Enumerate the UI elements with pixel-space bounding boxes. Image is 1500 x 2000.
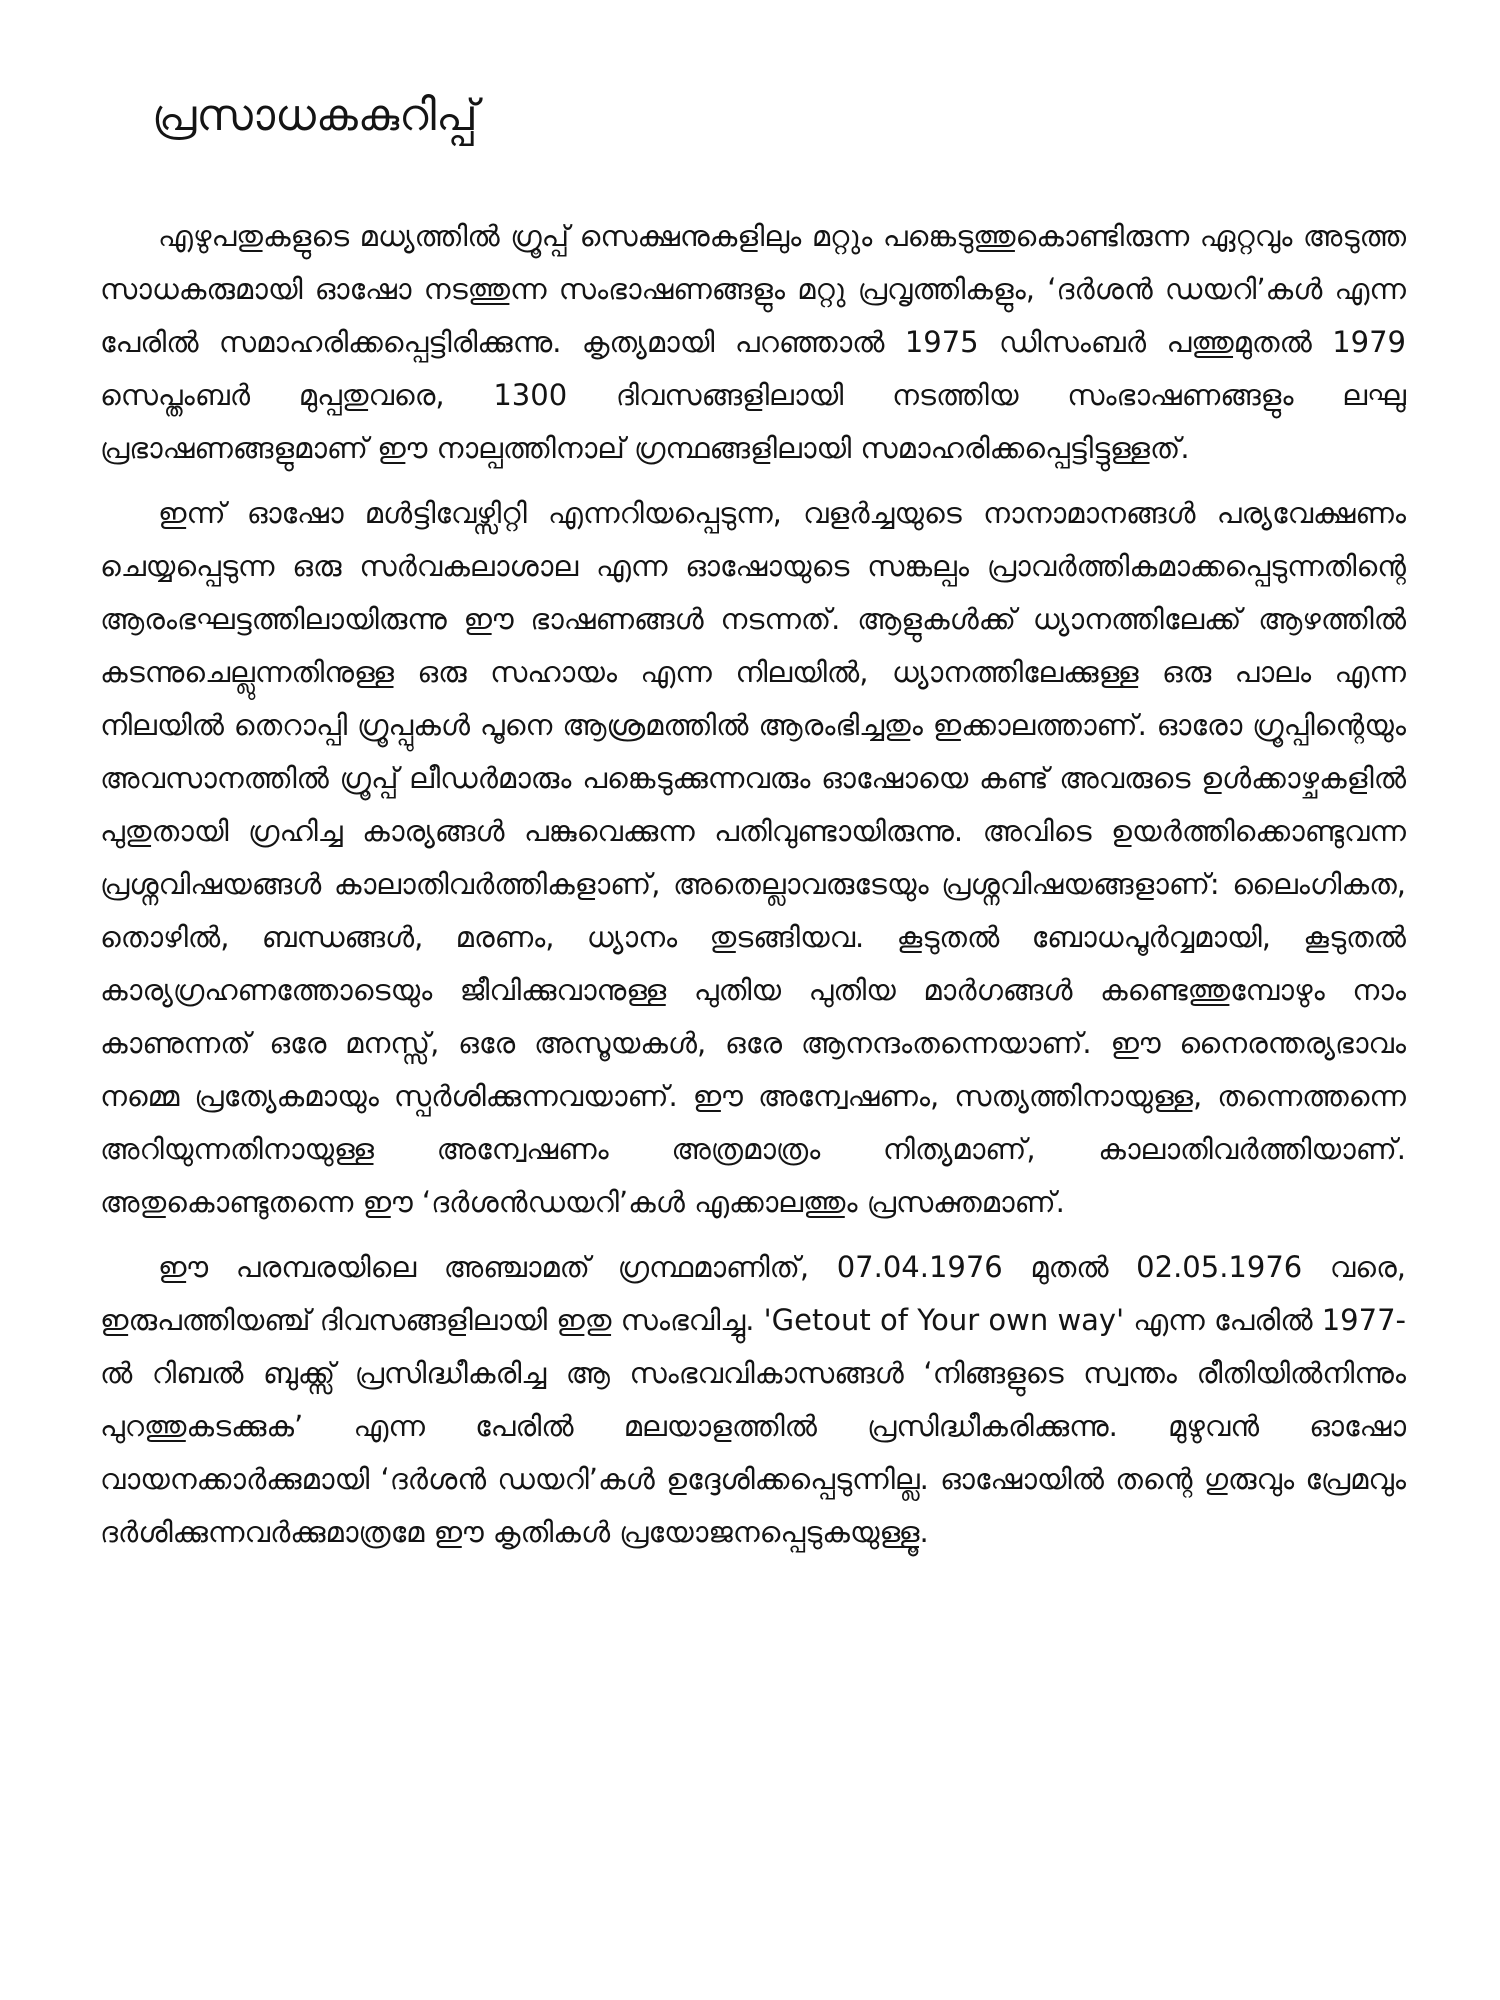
- paragraph-context: ഇന്ന് ഓഷോ മൾട്ടിവേഴ്സിറ്റി എന്നറിയപ്പെടുന്ന, വളർച്ചയുടെ നാനാമാനങ്ങൾ പര്യവേക്ഷണം ചെയ്യപ്പെടുന്ന ഒരു സർവകലാശാല എന്ന ഓഷോയുടെ സങ്കല്പം പ്രാവർത്തികമാക്കപ്പെടുന്നതിന്റെ ആരംഭഘട്ടത്തിലായിരുന്നു ഈ ഭാഷണങ്ങൾ നടന്നത്. ആളുകൾക്ക് ധ്യാനത്തിലേക്ക് ആഴത്തിൽ കടന്നുചെല്ലുന്നതിനുള്ള ഒരു സഹായം എന്ന നിലയിൽ, ധ്യാനത്തിലേക്കുള്ള ഒരു പാലം എന്ന നിലയിൽ തെറാപ്പി ഗ്രൂപ്പുകൾ പൂനെ ആശ്രമത്തിൽ ആരംഭിച്ചതും ഇക്കാലത്താണ്. ഓരോ ഗ്രൂപ്പിന്റെയും അവസാനത്തിൽ ഗ്രൂപ്പ് ലീഡർമാരും പങ്കെടുക്കുന്നവരും ഓഷോയെ കണ്ട് അവരുടെ ഉൾക്കാഴ്ചകളിൽ പുതുതായി ഗ്രഹിച്ച കാര്യങ്ങൾ പങ്കുവെക്കുന്ന പതിവുണ്ടായിരുന്നു. അവിടെ ഉയർത്തിക്കൊണ്ടുവന്ന പ്രശ്നവിഷയങ്ങൾ കാലാതിവർത്തികളാണ്, അതെല്ലാവരുടേയും പ്രശ്നവിഷയങ്ങളാണ്: ലൈംഗികത, തൊഴിൽ, ബന്ധങ്ങൾ, മരണം, ധ്യാനം തുടങ്ങിയവ. കൂടുതൽ ബോധപൂർവ്വമായി, കൂടുതൽ കാര്യഗ്രഹണത്തോടെയും ജീവിക്കുവാനുള്ള പുതിയ പുതിയ മാർഗങ്ങൾ കണ്ടെത്തുമ്പോഴും നാം കാണുന്നത് ഒരേ മനസ്സ്, ഒരേ അസൂയകൾ, ഒരേ ആനന്ദംതന്നെയാണ്. ഈ നൈരന്തര്യഭാവം നമ്മെ പ്രത്യേകമായും സ്പർശിക്കുന്നവയാണ്. ഈ അന്വേഷണം, സത്യത്തിനായുള്ള, തന്നെത്തന്നെ അറിയുന്നതിനായുള്ള അന്വേഷണം അത്രമാത്രം നിത്യമാണ്, കാലാതിവർത്തിയാണ്. അതുകൊണ്ടുതന്നെ ഈ ‘ദർശൻഡയറി’കൾ എക്കാലത്തും പ്രസക്തമാണ്.: [100, 496, 1406, 1219]
- paragraph-edition: ഈ പരമ്പരയിലെ അഞ്ചാമത് ഗ്രന്ഥമാണിത്, 07.04.1976 മുതൽ 02.05.1976 വരെ, ഇരുപത്തിയഞ്ച് ദിവസങ്ങളിലായി ഇതു സംഭവിച്ചു. 'Getout of Your own way' എന്ന പേരിൽ 1977-ൽ റിബൽ ബുക്ക്സ് പ്രസിദ്ധീകരിച്ച ആ സംഭവവികാസങ്ങൾ ‘നിങ്ങളുടെ സ്വന്തം രീതിയിൽനിന്നും പുറത്തുകടക്കുക’ എന്ന പേരിൽ മലയാളത്തിൽ പ്രസിദ്ധീകരിക്കുന്നു. മുഴുവൻ ഓഷോ വായനക്കാർക്കുമായി ‘ദർശൻ ഡയറി’കൾ ഉദ്ദേശിക്കപ്പെടുന്നില്ല. ഓഷോയിൽ തന്റെ ഗുരുവും പ്രേമവും ദർശിക്കുന്നവർക്കുമാത്രമേ ഈ കൃതികൾ പ്രയോജനപ്പെടുകയുള്ളൂ.: [100, 1250, 1406, 1549]
- paragraph-intro: എഴുപതുകളുടെ മധ്യത്തിൽ ഗ്രൂപ്പ് സെക്ഷനുകളിലും മറ്റും പങ്കെടുത്തുകൊണ്ടിരുന്ന ഏറ്റവും അടുത്ത സാധകരുമായി ഓഷോ നടത്തുന്ന സംഭാഷണങ്ങളും മറ്റു പ്രവൃത്തികളും, ‘ദർശൻ ഡയറി’കൾ എന്ന പേരിൽ സമാഹരിക്കപ്പെട്ടിരിക്കുന്നു. കൃത്യമായി പറഞ്ഞാൽ 1975 ഡിസംബർ പത്തുമുതൽ 1979 സെപ്തംബർ മുപ്പതുവരെ, 1300 ദിവസങ്ങളിലായി നടത്തിയ സംഭാഷണങ്ങളും ലഘു പ്രഭാഷണങ്ങളുമാണ് ഈ നാല്പത്തിനാല് ഗ്രന്ഥങ്ങളിലായി സമാഹരിക്കപ്പെട്ടിട്ടുള്ളത്.: [100, 219, 1406, 465]
- document-body: [100, 210, 1406, 1559]
- page-title: പ്രസാധകകുറിപ്പ്: [152, 90, 478, 141]
